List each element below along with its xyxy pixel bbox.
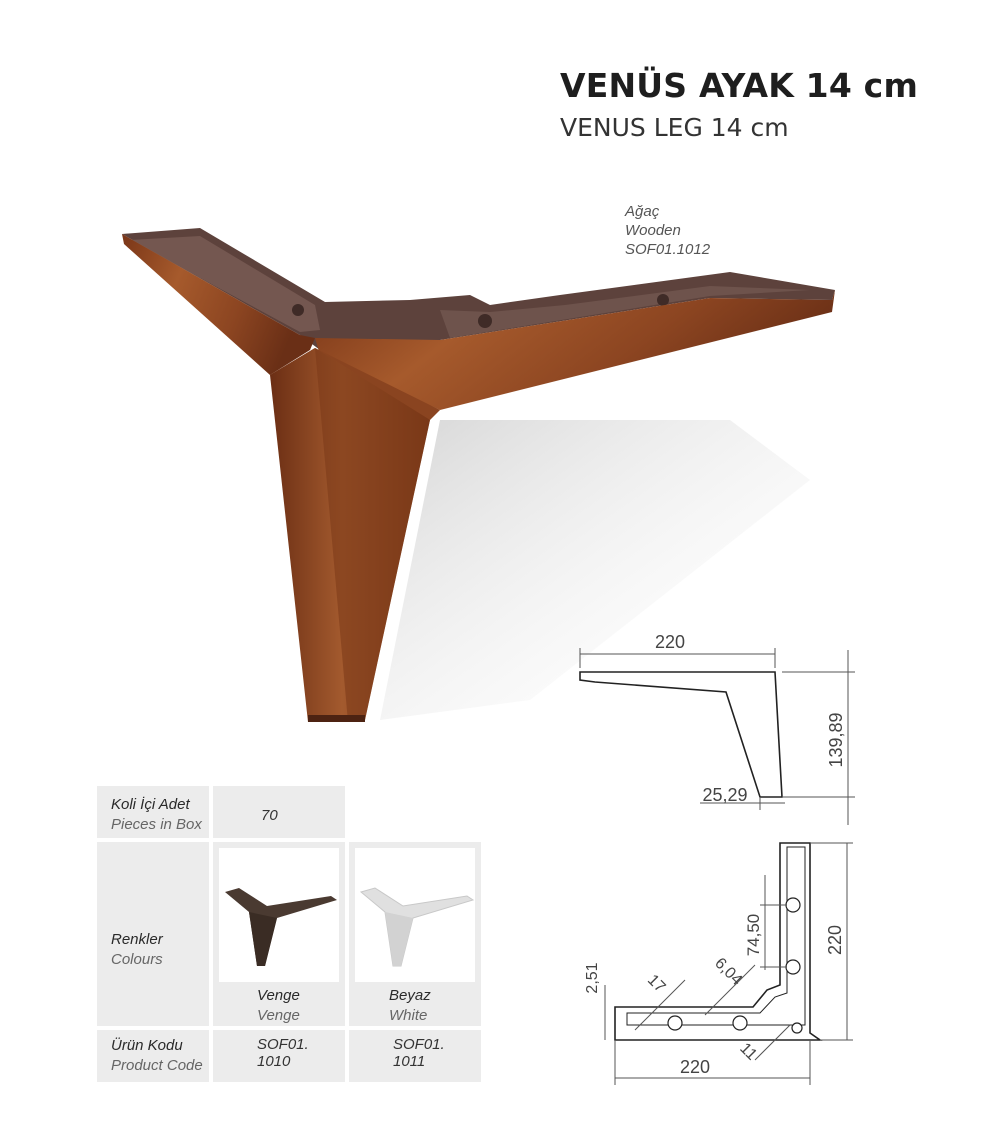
top-view-drawing bbox=[575, 835, 875, 1090]
colour-venge-name-tr: Venge bbox=[257, 987, 300, 1004]
screw-hole-icon bbox=[792, 1023, 802, 1033]
product-title-en: VENUS LEG 14 cm bbox=[560, 113, 789, 142]
white-leg-icon bbox=[355, 848, 475, 982]
code-label-en: Product Code bbox=[111, 1057, 203, 1074]
screw-hole-icon bbox=[668, 1016, 682, 1030]
venge-leg-icon bbox=[219, 848, 339, 982]
dim-offset: 2,51 bbox=[584, 962, 601, 994]
side-profile bbox=[580, 672, 782, 797]
top-profile bbox=[615, 843, 820, 1040]
colours-label-tr: Renkler bbox=[111, 931, 163, 948]
code-label-cell bbox=[97, 1030, 209, 1082]
code-venge-line1: SOF01. bbox=[257, 1036, 309, 1053]
code-venge-line2: 1010 bbox=[257, 1053, 291, 1070]
dim-top-width: 220 bbox=[679, 1057, 711, 1077]
material-name-en: Wooden bbox=[625, 222, 681, 239]
colours-label-cell bbox=[97, 842, 209, 1026]
bolt-hole-icon bbox=[292, 304, 304, 316]
dim-side-width: 220 bbox=[654, 632, 686, 652]
side-dimension-drawing bbox=[560, 620, 860, 830]
screw-hole-icon bbox=[786, 898, 800, 912]
dim-side-bottom: 25,29 bbox=[702, 785, 748, 805]
code-white-cell bbox=[349, 1030, 481, 1082]
screw-hole-icon bbox=[733, 1016, 747, 1030]
bolt-hole-icon bbox=[657, 294, 669, 306]
code-white-line2: 1011 bbox=[393, 1053, 426, 1070]
product-title-tr: VENÜS AYAK 14 cm bbox=[560, 66, 919, 105]
material-code: SOF01.1012 bbox=[625, 241, 711, 258]
dim-side-height: 139,89 bbox=[826, 712, 846, 768]
colour-white-cell bbox=[349, 842, 481, 1026]
screw-hole-icon bbox=[786, 960, 800, 974]
dim-hole-spacing: 74,50 bbox=[744, 913, 763, 957]
code-white-line1: SOF01. bbox=[393, 1036, 445, 1053]
dim-arm-width: 17 bbox=[643, 971, 669, 997]
white-swatch bbox=[355, 848, 475, 982]
colour-venge-cell bbox=[213, 842, 345, 1026]
colours-label-en: Colours bbox=[111, 951, 163, 968]
dim-hole-dia: 6,04 bbox=[711, 954, 746, 989]
code-label-tr: Ürün Kodu bbox=[111, 1037, 183, 1054]
material-name-tr: Ağaç bbox=[625, 203, 660, 220]
dim-top-height: 220 bbox=[825, 924, 845, 956]
pieces-value-cell bbox=[213, 786, 345, 838]
dim-thickness: 11 bbox=[736, 1039, 761, 1064]
venge-swatch bbox=[219, 848, 339, 982]
pieces-label-en: Pieces in Box bbox=[111, 816, 202, 833]
code-venge-cell bbox=[213, 1030, 345, 1082]
pieces-label-tr: Koli İçi Adet bbox=[111, 796, 190, 813]
colour-white-name-tr: Beyaz bbox=[389, 987, 431, 1004]
pieces-label-cell bbox=[97, 786, 209, 838]
pieces-value: 70 bbox=[261, 807, 278, 824]
colour-venge-name-en: Venge bbox=[257, 1007, 300, 1024]
title-block bbox=[560, 66, 918, 142]
bolt-hole-icon bbox=[478, 314, 492, 328]
colour-white-name-en: White bbox=[389, 1007, 428, 1024]
